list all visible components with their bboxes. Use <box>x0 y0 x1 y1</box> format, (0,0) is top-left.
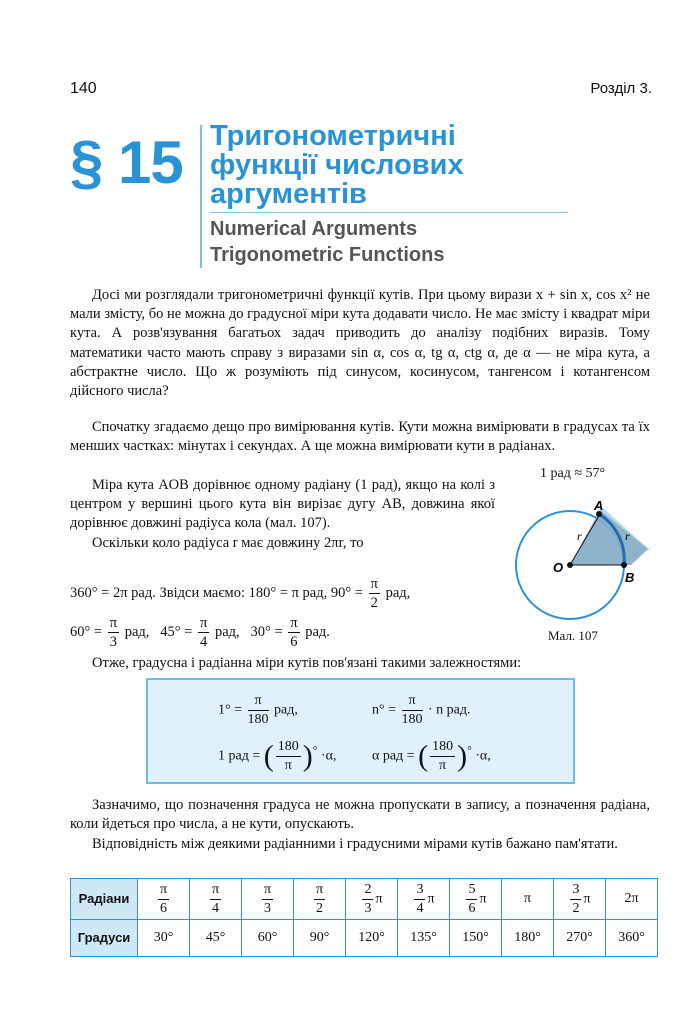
cell-num: 3 <box>570 881 581 900</box>
paragraph-radian-def <box>70 476 495 553</box>
cell-num: π <box>210 881 221 900</box>
relations-intro: Отже, градусна і радіанна міри кутів пов'язані такими залежностями: <box>92 655 522 671</box>
note2-paragraph <box>70 835 650 854</box>
eq1-den: 2 <box>370 595 378 611</box>
section-label: Розділ 3. <box>590 80 652 97</box>
table-cell-degree: 60° <box>242 920 294 957</box>
f2-den: 180 <box>401 712 423 727</box>
table-header-degrees: Градуси <box>71 920 138 957</box>
f1-num: π <box>248 692 269 711</box>
f1-tail: рад, <box>274 702 298 718</box>
table-cell-radian <box>554 879 606 920</box>
table-row-radians <box>71 879 658 920</box>
table-cell-degree: 90° <box>294 920 346 957</box>
cell-num: π <box>314 881 325 900</box>
cell-den: 2 <box>572 900 580 916</box>
formula-box <box>146 678 575 784</box>
note-paragraph <box>70 796 650 834</box>
paragraph-radian-def-text: Міра кута AOB дорівнює одному радіану (1 рад), якщо на колі з центром у вершині цього кута він вирізає дугу AB, довжина якої дорівнює довжині радіуса кола (мал. 107). <box>70 477 495 532</box>
center-point <box>567 562 573 568</box>
title-ua-line: аргументів <box>210 178 367 210</box>
table-cell-radian <box>242 879 294 920</box>
title-ua-line: Тригонометричні <box>210 120 456 152</box>
eq4-lead: 30° = <box>250 623 283 640</box>
cell-den: 3 <box>263 900 271 916</box>
equation-line-1 <box>70 575 410 612</box>
eq3-tail: рад, <box>214 623 240 640</box>
equation-line-2 <box>70 614 330 651</box>
eq1-lead: 360° = 2π рад. Звідси маємо: 180° = π рад, 90° = <box>70 584 363 601</box>
eq1-fraction <box>369 575 380 612</box>
eq1-num: π <box>370 576 378 592</box>
figure-label: 1 рад ≈ 57° <box>540 466 606 481</box>
note2-text: Відповідність між деякими радіанними і градусними мірами кутів бажано пам'ятати. <box>92 836 618 852</box>
title-en-line: Trigonometric Functions <box>210 244 445 266</box>
table-cell-degree: 180° <box>502 920 554 957</box>
cell-den: 6 <box>468 900 476 916</box>
label-b: B <box>625 570 635 585</box>
f4-lead: α рад = <box>372 748 415 764</box>
formula-3 <box>218 738 336 775</box>
table-cell-degree: 135° <box>398 920 450 957</box>
figure-caption: Мал. 107 <box>548 628 598 643</box>
cell-num: 3 <box>414 881 425 900</box>
radian-diagram <box>505 488 665 628</box>
f2-lead: n° = <box>372 702 396 718</box>
cell-num: π <box>262 881 273 900</box>
eq3-num: π <box>200 615 208 631</box>
label-r2: r <box>625 529 630 543</box>
cell-num: π <box>158 881 169 900</box>
title-divider <box>200 125 202 268</box>
f4-den: π <box>439 758 447 773</box>
cell-coef: π <box>523 891 532 906</box>
f4-degree: ° <box>467 744 472 758</box>
eq1-tail: рад, <box>385 584 411 601</box>
cell-coef: 2π <box>624 891 639 906</box>
cell-num: 5 <box>466 881 477 900</box>
eq4-den: 6 <box>290 634 298 650</box>
formula-1 <box>218 692 298 729</box>
label-a: A <box>594 498 604 513</box>
table-cell-radian <box>502 879 554 920</box>
f2-fraction <box>402 692 423 729</box>
f3-tail: ·α, <box>320 748 337 764</box>
title-en-line: Numerical Arguments <box>210 218 418 240</box>
formula-4 <box>372 738 491 775</box>
f3-paren-close: ) <box>302 739 313 773</box>
table-cell-degree: 45° <box>190 920 242 957</box>
table-cell-radian <box>294 879 346 920</box>
eq4-num: π <box>290 615 298 631</box>
f3-lead: 1 рад = <box>218 748 261 764</box>
cell-den: 4 <box>211 900 219 916</box>
eq2-den: 3 <box>109 634 118 650</box>
table-cell-radian <box>450 879 502 920</box>
f2-num: π <box>402 692 423 711</box>
table-cell-radian <box>138 879 190 920</box>
eq2-num: π <box>109 615 118 631</box>
f1-fraction <box>248 692 269 729</box>
table-cell-degree: 120° <box>346 920 398 957</box>
cell-den: 4 <box>416 900 424 916</box>
eq3-den: 4 <box>200 634 208 650</box>
triangle-shape <box>570 508 650 565</box>
eq3-lead: 45° = <box>160 623 193 640</box>
paragraph-angles-text: Спочатку згадаємо дещо про вимірювання кутів. Кути можна вимірювати в градусах та їх менших частках: мінутах і секундах. А ще можна вимірювати кути в радіанах. <box>70 419 650 455</box>
f3-num: 180 <box>276 738 301 757</box>
point-b <box>621 562 627 568</box>
table-cell-radian <box>606 879 658 920</box>
cell-den: 3 <box>364 900 372 916</box>
note-text: Зазначимо, що позначення градуса не можна пропускати в запису, а позначення радіана, коли йдеться про числа, а не кути, опускають. <box>70 797 650 833</box>
intro-text: Досі ми розглядали тригонометричні функції кутів. При цьому вирази x + sin x, cos x² не мали змісту, бо не можна до градусної міри кута додавати число. Не має змісту і квадрат міри кута. А розв'язування багатьох задач приводить до аналізу подібних виразів. Тому математики часто мають справу з виразами sin α, cos α, tg α, ctg α, де α — не міра кута, а абстрактне число. Що ж розуміють під синусом, косинусом, тангенсом і котангенсом дійсного числа? <box>70 287 650 400</box>
eq4-fraction <box>288 614 299 651</box>
f4-num: 180 <box>430 738 455 757</box>
table-cell-degree: 270° <box>554 920 606 957</box>
cell-coef: π <box>427 891 435 907</box>
title-rule <box>210 212 568 213</box>
f4-fraction <box>430 738 455 775</box>
table-cell-radian <box>398 879 450 920</box>
table-header-radians: Радіани <box>71 879 138 920</box>
label-r1: r <box>577 529 582 543</box>
table-row-degrees <box>71 920 658 957</box>
paragraph-angles <box>70 418 650 456</box>
eq2-fraction <box>108 614 119 651</box>
table-cell-radian <box>190 879 242 920</box>
f3-degree: ° <box>312 744 318 758</box>
f2-tail: · n рад. <box>428 702 471 718</box>
table-cell-degree: 30° <box>138 920 190 957</box>
cell-coef: π <box>479 891 487 907</box>
label-o: O <box>553 560 564 575</box>
eq2-tail: рад, <box>124 623 150 640</box>
table-cell-degree: 360° <box>606 920 658 957</box>
cell-den: 2 <box>315 900 323 916</box>
f3-fraction <box>276 738 301 775</box>
formula-2 <box>372 692 471 729</box>
paragraph-circumference-text: Оскільки коло радіуса r має довжину 2πr, то <box>92 534 364 551</box>
title-ukrainian <box>210 122 570 209</box>
section-number: § 15 <box>70 129 183 196</box>
cell-coef: π <box>375 891 383 907</box>
page-number: 140 <box>70 80 97 97</box>
f1-lead: 1° = <box>218 702 242 718</box>
conversion-table <box>70 878 658 957</box>
cell-den: 6 <box>159 900 167 916</box>
cell-num: 2 <box>362 881 373 900</box>
f3-den: π <box>284 758 292 773</box>
eq2-lead: 60° = <box>70 623 103 640</box>
table-cell-radian <box>346 879 398 920</box>
table-cell-degree: 150° <box>450 920 502 957</box>
eq4-tail: рад. <box>305 623 330 640</box>
cell-coef: π <box>583 891 591 907</box>
intro-paragraph <box>70 286 650 401</box>
f3-paren-open: ( <box>263 739 274 773</box>
f4-paren-open: ( <box>418 739 429 773</box>
eq3-fraction <box>198 614 209 651</box>
f1-den: 180 <box>247 712 269 727</box>
title-ua-line: функції числових <box>210 149 464 181</box>
f4-tail: ·α, <box>475 748 491 764</box>
title-english <box>210 216 444 268</box>
f4-paren-close: ) <box>457 739 468 773</box>
